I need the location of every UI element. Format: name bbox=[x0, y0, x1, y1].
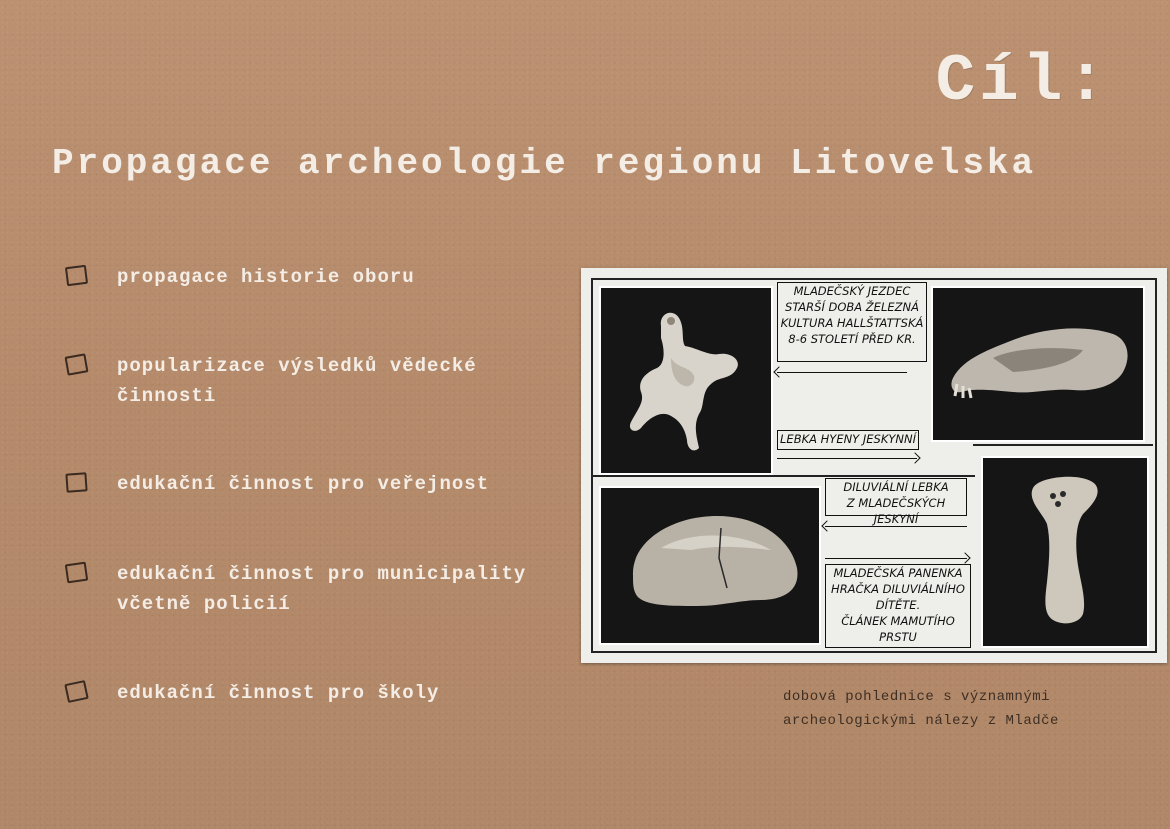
checkbox-icon bbox=[64, 680, 88, 703]
arrow-left-icon bbox=[777, 372, 907, 373]
goal-item-text: edukační činnost pro školy bbox=[117, 682, 440, 704]
goal-item bbox=[66, 678, 547, 708]
postcard-photo bbox=[581, 268, 1167, 663]
rider-figurine-image bbox=[599, 286, 773, 475]
goal-item-text: edukační činnost pro veřejnost bbox=[117, 473, 490, 495]
hyena-label: LEBKA HYENY JESKYNNÍ bbox=[777, 430, 919, 450]
arrow-right-icon bbox=[777, 458, 917, 459]
rider-label: MLADEČSKÝ JEZDEC STARŠÍ DOBA ŽELEZNÁ KULTURA HALLŠTATTSKÁ 8-6 STOLETÍ PŘED KR. bbox=[777, 282, 927, 362]
goal-item bbox=[66, 559, 547, 619]
goal-item-text-cont: včetně policií bbox=[117, 593, 291, 615]
checkbox-icon bbox=[65, 265, 88, 286]
slide-subtitle: Propagace archeologie regionu Litovelska bbox=[52, 143, 1037, 184]
checkbox-icon bbox=[65, 562, 88, 584]
skull-label: DILUVIÁLNÍ LEBKA Z MLADEČSKÝCH JESKYNÍ bbox=[825, 478, 967, 516]
doll-label: MLADEČSKÁ PANENKA HRAČKA DILUVIÁLNÍHO DÍTĚTE. ČLÁNEK MAMUTÍHO PRSTU bbox=[825, 564, 971, 648]
slide-title: Cíl: bbox=[935, 44, 1110, 119]
goal-item-text-cont: činnosti bbox=[117, 385, 217, 407]
diluvial-skull-image bbox=[599, 486, 821, 645]
mammoth-doll-image bbox=[981, 456, 1149, 648]
goal-item bbox=[66, 351, 547, 411]
checkbox-icon bbox=[65, 472, 87, 492]
goal-item-text: propagace historie oboru bbox=[117, 266, 415, 288]
goal-item bbox=[66, 262, 547, 292]
goal-item-text: edukační činnost pro municipality bbox=[117, 563, 527, 585]
goal-item-text: popularizace výsledků vědecké bbox=[117, 355, 477, 377]
goal-item bbox=[66, 469, 547, 499]
arrow-right-icon bbox=[825, 558, 967, 559]
hyena-skull-image bbox=[931, 286, 1145, 442]
photo-caption: dobová pohlednice s významnými archeologickými nálezy z Mladče bbox=[783, 689, 1059, 729]
divider bbox=[973, 444, 1153, 446]
checkbox-icon bbox=[65, 353, 89, 375]
arrow-left-icon bbox=[825, 526, 967, 527]
divider bbox=[593, 475, 975, 477]
